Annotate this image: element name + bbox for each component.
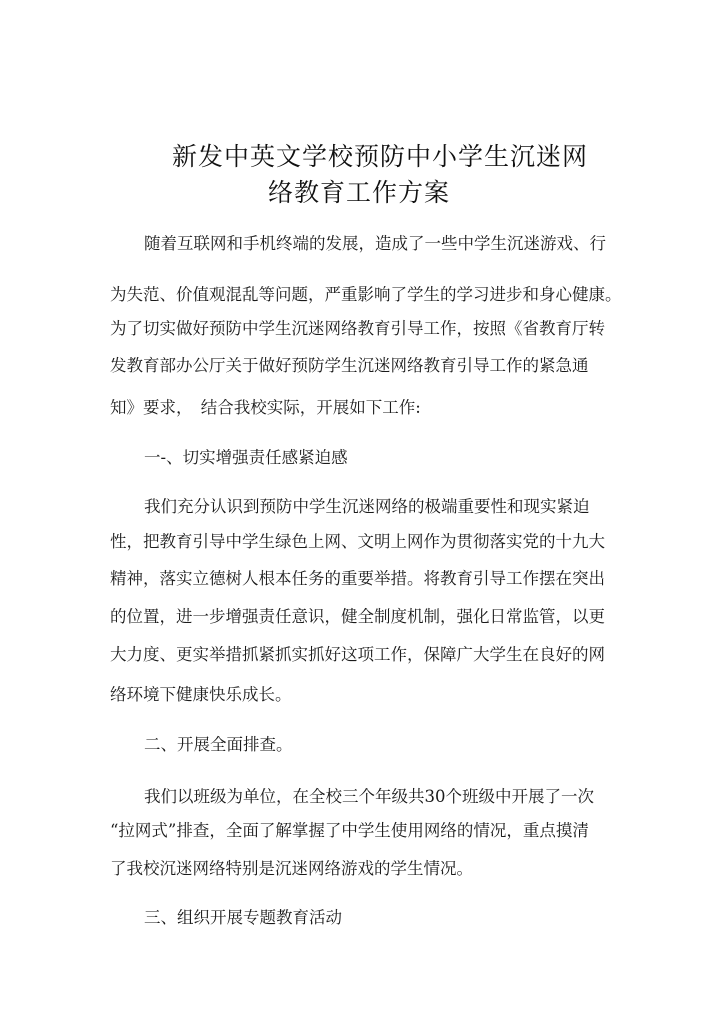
- paragraph-1-line-5: 知》要求， 结合我校实际，开展如下工作:: [110, 398, 421, 417]
- paragraph-3-line-1: 我们以班级为单位，在全校三个年级共30个班级中开展了一次: [144, 787, 594, 806]
- section-heading-2: 二、开展全面排查。: [144, 735, 293, 754]
- paragraph-2-line-3: 精神，落实立德树人根本任务的重要举措。将教育引导工作摆在突出: [110, 569, 605, 588]
- paragraph-2-line-5: 大力度、更实举措抓紧抓实抓好这项工作，保障广大学生在良好的网: [110, 645, 605, 664]
- section-heading-1: 一-、切实增强责任感紧迫感: [144, 448, 348, 467]
- document-title-line-2: 络教育工作方案: [268, 178, 451, 207]
- paragraph-3-line-3: 了我校沉迷网络特别是沉迷网络游戏的学生情况。: [110, 859, 473, 878]
- document-title-line-1: 新发中英文学校预防中小学生沉迷网: [172, 142, 589, 171]
- paragraph-2-line-2: 性，把教育引导中学生绿色上网、文明上网作为贯彻落实党的十九大: [110, 532, 605, 551]
- paragraph-3-line-2: “拉网式”排查，全面了解掌握了中学生使用网络的情况，重点摸清: [110, 821, 589, 840]
- paragraph-1-line-3: 为了切实做好预防中学生沉迷网络教育引导工作，按照《省教育厅转: [110, 319, 605, 338]
- paragraph-1-line-1: 随着互联网和手机终端的发展，造成了一些中学生沉迷游戏、行: [144, 234, 606, 253]
- paragraph-2-line-6: 络环境下健康快乐成长。: [110, 685, 292, 704]
- section-heading-3: 三、组织开展专题教育活动: [144, 908, 342, 927]
- paragraph-1-line-2: 为失范、价值观混乱等问题，严重影响了学生的学习进步和身心健康。: [110, 285, 622, 304]
- paragraph-2-line-4: 的位置，进一步增强责任意识，健全制度机制，强化日常监管，以更: [110, 607, 605, 626]
- paragraph-2-line-1: 我们充分认识到预防中学生沉迷网络的极端重要性和现实紧迫: [144, 497, 590, 516]
- paragraph-1-line-4: 发教育部办公厅关于做好预防学生沉迷网络教育引导工作的紧急通: [110, 356, 589, 375]
